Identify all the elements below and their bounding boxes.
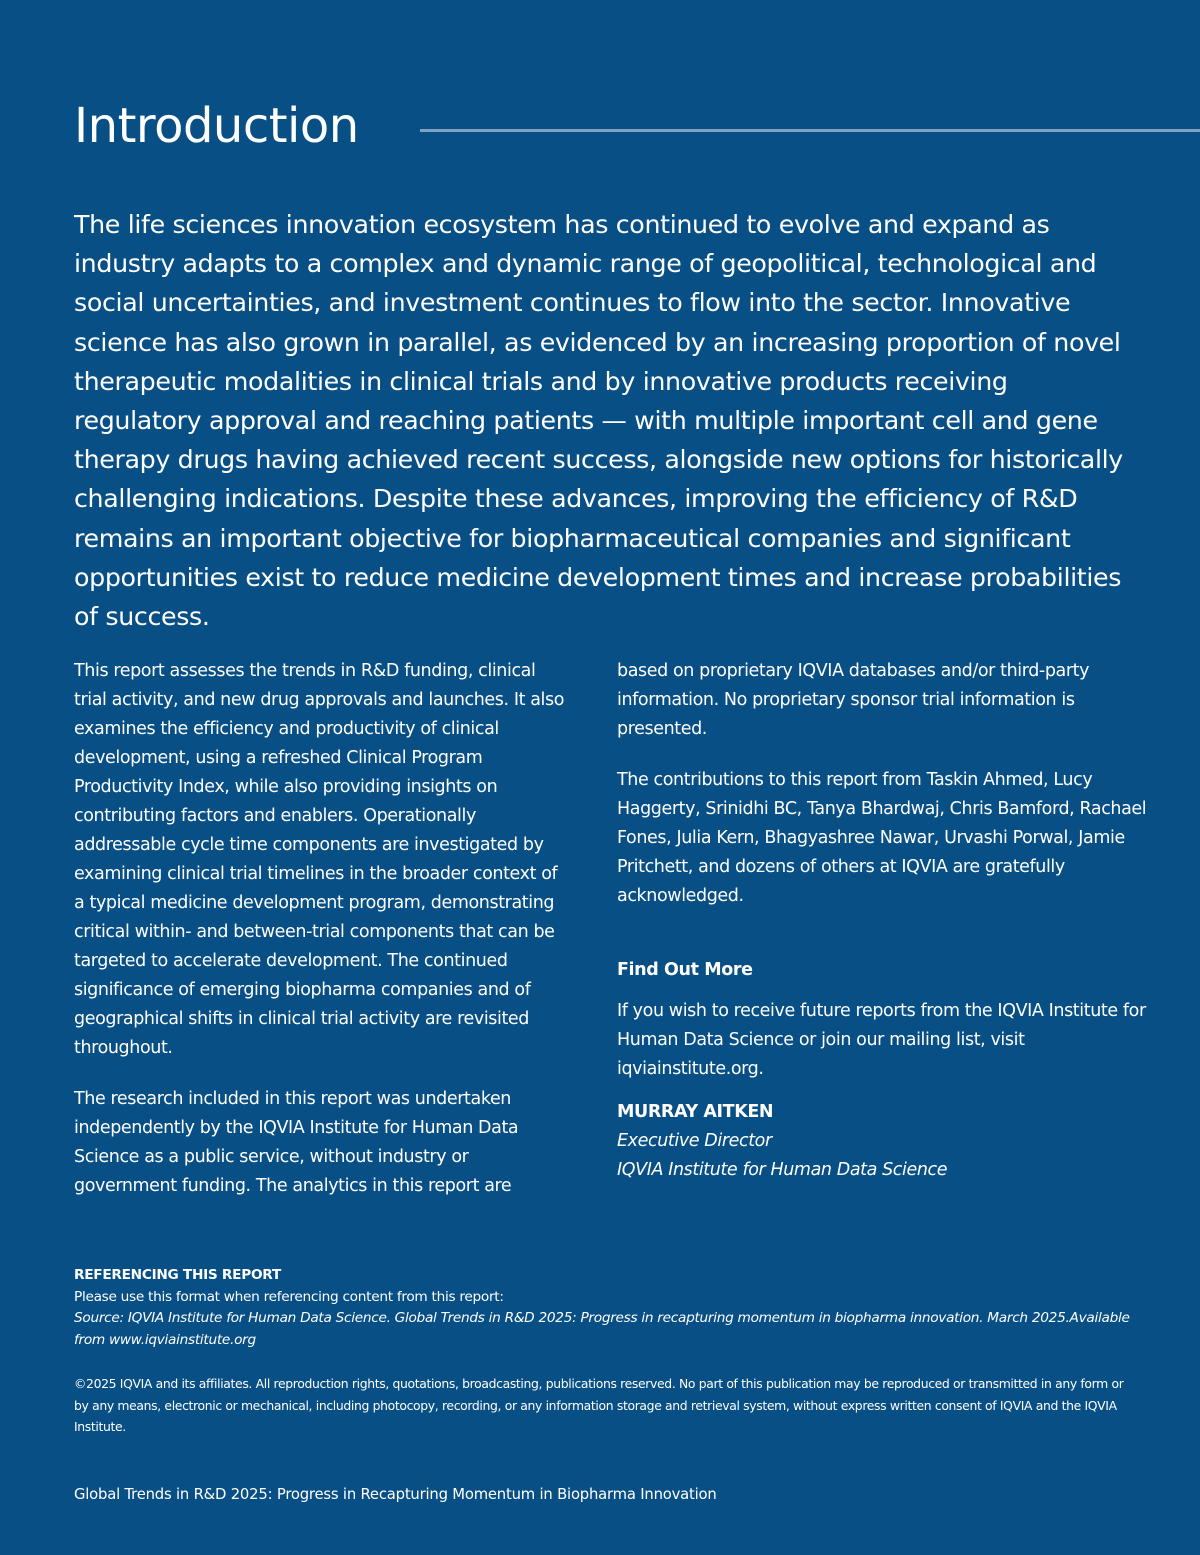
- referencing-title: REFERENCING THIS REPORT: [74, 1267, 281, 1283]
- body-paragraph-research-independence: The research included in this report was undertaken independently by the IQVIA Institute for Human Data Science as a public service, without industry or government funding. The analytics in this report are: [74, 1089, 519, 1196]
- body-paragraph-report-scope: This report assesses the trends in R&D funding, clinical trial activity, and new drug approvals and launches. It also examines the efficiency and productivity of clinical development, using a refreshed Clinical Program Productivity Index, while also providing insights on contributing factors and enablers. Operationally addressable cycle time components are investigated by examining clinical trial timelines in the broader context of a typical medicine development program, demonstrating critical within- and between-trial components that can be targeted to accelerate development. The continued significance of emerging biopharma companies and of geographical shifts in clinical trial activity are revisited throughout.: [74, 661, 565, 1058]
- left-column: [74, 657, 570, 1201]
- title-divider: [420, 129, 1200, 132]
- page-footer: Global Trends in R&D 2025: Progress in Recapturing Momentum in Biopharma Innovation: [74, 1486, 717, 1503]
- body-paragraph-data-sources: based on proprietary IQVIA databases and/or third-party information. No proprietary sponsor trial information is presented.: [617, 661, 1090, 739]
- signature-role: Executive Director: [617, 1131, 772, 1151]
- lead-paragraph: The life sciences innovation ecosystem has continued to evolve and expand as industry adapts to a complex and dynamic range of geopolitical, technological and social uncertainties, and investment continues to flow into the sector. Innovative science has also grown in parallel, as evidenced by an increasing proportion of novel therapeutic modalities in clinical trials and by innovative products receiving regulatory approval and reaching patients — with multiple important cell and gene therapy drugs having achieved recent success, alongside new options for historically challenging indications. Despite these advances, improving the efficiency of R&D remains an important objective for biopharmaceutical companies and significant opportunities exist to reduce medicine development times and increase probabilities of success.: [74, 210, 1123, 632]
- right-column: [617, 657, 1157, 1185]
- find-out-more-heading: Find Out More: [617, 960, 753, 980]
- copyright-notice: ©2025 IQVIA and its affiliates. All reproduction rights, quotations, broadcasting, publications reserved. No part of this publication may be reproduced or transmitted in any form or by any means, electronic or mechanical, including photocopy, recording, or any information storage and retrieval system, without express written consent of IQVIA and the IQVIA Institute.: [74, 1376, 1124, 1434]
- page-title: Introduction: [74, 98, 359, 154]
- referencing-source: Source: IQVIA Institute for Human Data Science. Global Trends in R&D 2025: Progress in recapturing momentum in biopharma innovation. March 2025.Available from www.iqviainstitute.org: [74, 1310, 1130, 1348]
- referencing-instruction: Please use this format when referencing content from this report:: [74, 1288, 504, 1305]
- signature-organization: IQVIA Institute for Human Data Science: [617, 1160, 948, 1180]
- signature-name: MURRAY AITKEN: [617, 1102, 774, 1122]
- referencing-section: [74, 1265, 1144, 1351]
- body-paragraph-acknowledgements: The contributions to this report from Taskin Ahmed, Lucy Haggerty, Srinidhi BC, Tanya Bhardwaj, Chris Bamford, Rachael Fones, Julia Kern, Bhagyashree Nawar, Urvashi Porwal, Jamie Pritchett, and dozens of others at IQVIA are gratefully acknowledged.: [617, 770, 1147, 906]
- find-out-more-text: If you wish to receive future reports from the IQVIA Institute for Human Data Science or join our mailing list, visit iqviainstitute.org.: [617, 1001, 1146, 1079]
